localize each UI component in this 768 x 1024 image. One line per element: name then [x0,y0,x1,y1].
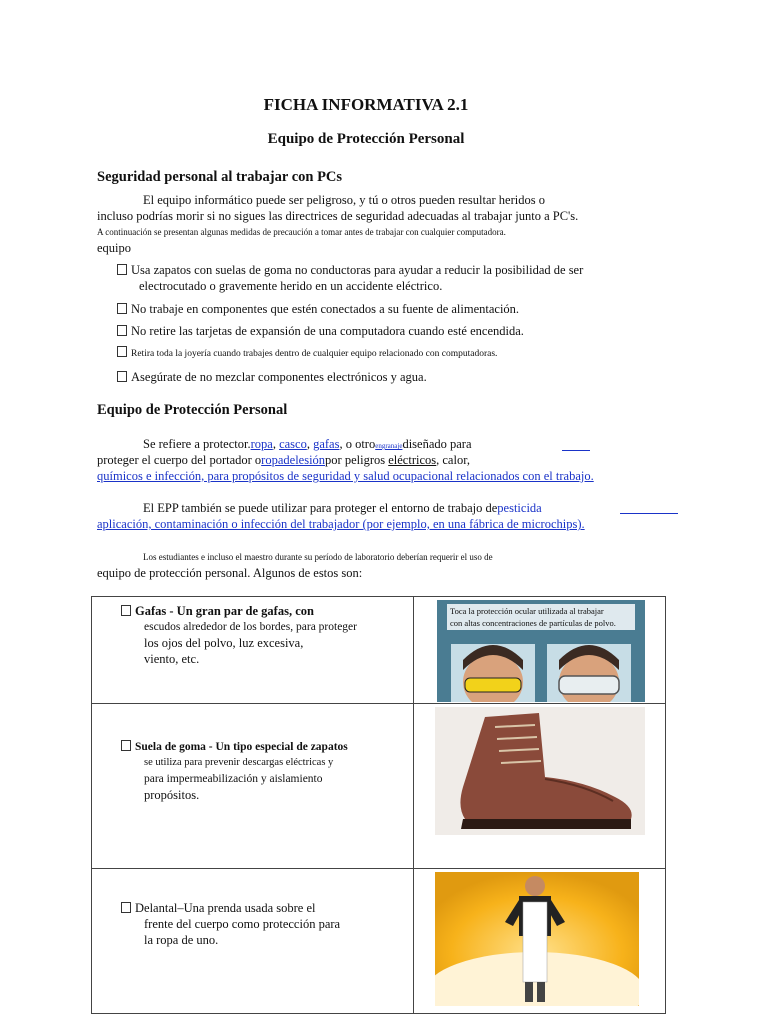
link-ropa[interactable]: ropa [250,437,273,451]
paragraph-line: El equipo informático puede ser peligroso, y tú o otros pueden resultar heridos o [143,193,545,207]
ppe-desc: la ropa de uno. [144,933,219,947]
ppe-desc: viento, etc. [144,652,200,666]
goggles-image [437,600,645,702]
checkbox-icon [117,303,127,314]
table-row [92,869,666,1014]
link-gafas[interactable]: gafas [313,437,340,451]
ppe-name: Delantal–Una prenda usada sobre el [121,900,412,916]
ppe-desc: los ojos del polvo, luz excesiva, [144,636,304,650]
bullet-item-continuation: electrocutado o gravemente herido en un accidente eléctrico. [139,279,443,293]
ppe-name: Gafas - Un gran par de gafas, con [121,603,412,619]
boot-icon [435,707,645,835]
checkbox-icon [117,346,127,357]
paragraph-line: equipo de protección personal. Algunos de estos son: [97,566,363,580]
epp-paragraph-line1: Se refiere a protector.ropa, casco, gafas, o otroengranajediseñado para [143,437,472,451]
bullet-item: No trabaje en componentes que estén conectados a su fuente de alimentación. [117,301,587,317]
epp-paragraph-line2: proteger el cuerpo del portador oropadelesiónpor peligros eléctricos, calor, [97,453,470,467]
checkbox-icon [121,902,131,913]
link-electricos[interactable]: eléctricos [388,453,437,467]
boot-image [435,707,645,835]
ppe-desc: para impermeabilización y aislamiento [144,773,323,785]
paragraph-line: Los estudiantes e incluso el maestro durante su período de laboratorio deberían requerir el uso de [143,552,493,562]
ppe-desc: escudos alrededor de los bordes, para proteger [144,621,357,633]
ppe-desc: propósitos. [144,788,200,802]
apron-icon [435,872,639,1006]
checkbox-icon [117,371,127,382]
image-caption: con altas concentraciones de partículas de polvo. [450,618,616,628]
link-ropade[interactable]: ropade [261,453,296,467]
blank-underline [620,512,678,514]
table-row [92,704,666,869]
bullet-item: Retira toda la joyería cuando trabajes dentro de cualquier equipo relacionado con computadoras. [117,346,587,362]
epp-paragraph-line3[interactable]: químicos e infección, para propósitos de seguridad y salud ocupacional relacionados con el trabajo. [97,469,594,483]
ppe-table [91,596,666,1014]
link-lesion[interactable]: lesión [295,453,326,467]
goggles-photo-icon [437,600,645,702]
page-subtitle: Equipo de Protección Personal [267,131,465,147]
paragraph-line: equipo [97,241,132,255]
section-heading-safety: Seguridad personal al trabajar con PCs [97,169,343,185]
image-caption: Toca la protección ocular utilizada al trabajar [450,606,604,616]
paragraph-line: incluso podrías morir si no sigues las directrices de seguridad adecuadas al trabajar junto a PC's. [97,209,579,223]
ppe-desc: frente del cuerpo como protección para [144,917,341,931]
paragraph-line: A continuación se presentan algunas medidas de precaución a tomar antes de trabajar con cualquier computadora. [97,227,506,237]
ppe-desc: se utiliza para prevenir descargas eléctricas y [144,757,334,768]
page-title: FICHA INFORMATIVA 2.1 [263,95,469,114]
checkbox-icon [121,740,131,751]
epp-paragraph2-line1: El EPP también se puede utilizar para proteger el entorno de trabajo depesticida [143,501,542,515]
checkbox-icon [121,605,131,616]
link-casco[interactable]: casco [279,437,307,451]
checkbox-icon [117,325,127,336]
blank-underline [562,449,590,451]
table-row [92,597,666,704]
link-pesticida[interactable]: pesticida [497,501,542,515]
bullet-item: Asegúrate de no mezclar componentes electrónicos y agua. [117,369,587,385]
bullet-item: Usa zapatos con suelas de goma no conductoras para ayudar a reducir la posibilidad de ser [117,262,587,278]
link-engranaje[interactable]: engranaje [375,442,403,450]
ppe-name: Suela de goma - Un tipo especial de zapatos [121,739,412,755]
epp-paragraph2-line2[interactable]: aplicación, contaminación o infección del trabajador (por ejemplo, en una fábrica de microchips). [97,517,585,531]
bullet-item: No retire las tarjetas de expansión de una computadora cuando esté encendida. [117,323,587,339]
section-heading-epp: Equipo de Protección Personal [97,402,288,418]
checkbox-icon [117,264,127,275]
apron-image [435,872,639,1006]
